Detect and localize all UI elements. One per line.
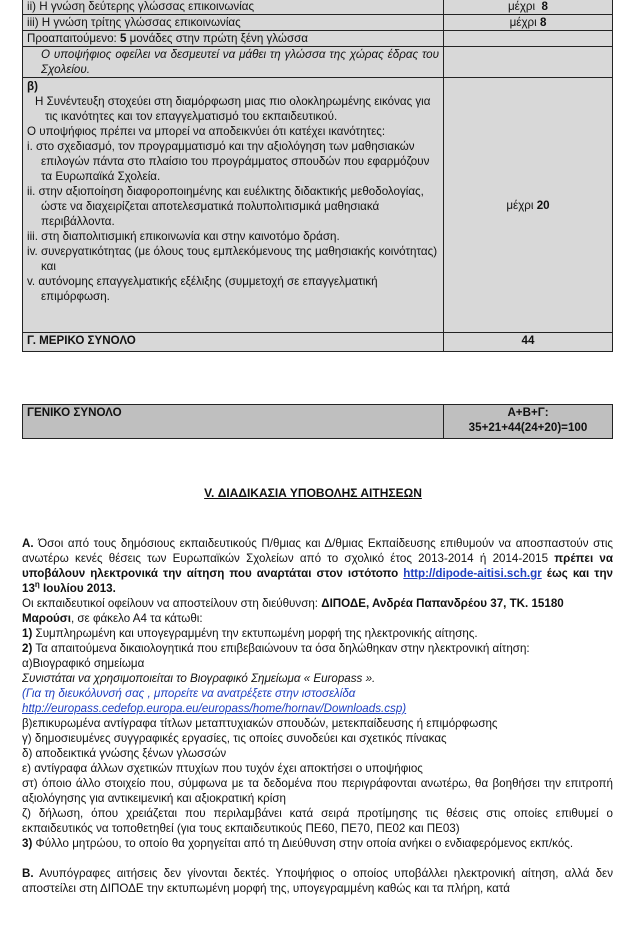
paragraph-a: Α. Όσοι από τους δημόσιους εκπαιδευτικούς Π/θμιας και Δ/θμιας Εκπαίδευσης επιθυμούν να αποσπαστούν στις ανωτέρω κενές θέσεις των Ευρωπαϊκών Σχολείων από το σχολικό έτος 2013-2014 ή 2014-2015 πρέπει να υποβάλουν ηλεκτρονικά την αίτηση που αναρτάται στον ιστότοπο http://dipode-aitisi.sch.gr έως και την $13^\eta$ Ιουλίου 2013. xyxy=(22,537,613,595)
lang2-value: μέχρι 8 xyxy=(444,0,613,15)
list-item: β)επικυρωμένα αντίγραφα τίτλων μεταπτυχιακών σπουδών, μετεκπαίδευσης ή επιμόρφωσης xyxy=(22,717,498,730)
subtotal-label: Γ. ΜΕΡΙΚΟ ΣΥΝΟΛΟ xyxy=(23,333,444,352)
paragraph-b: Β. Ανυπόγραφες αιτήσεις δεν γίνονται δεκτές. Υποψήφιος ο οποίος υποβάλλει ηλεκτρονική αίτηση, αλλά δεν αποστείλει στη ΔΙΠΟΔΕ την εκτυπωμένη μορφή της, υπογεγραμμένη καθώς και τα πλήρη, κατά xyxy=(22,867,613,895)
lang2-label: ii) Η γνώση δεύτερης γλώσσας επικοινωνίας xyxy=(23,0,444,15)
list-item: α)Βιογραφικό σημείωμα xyxy=(22,657,145,670)
table-row xyxy=(23,15,613,31)
table-row xyxy=(23,47,613,78)
empty-cell xyxy=(444,31,613,47)
grand-total-label: ΓΕΝΙΚΟ ΣΥΝΟΛΟ xyxy=(23,405,444,439)
subtotal-value: 44 xyxy=(444,333,613,352)
list-item: δ) αποδεικτικά γνώσης ξένων γλωσσών xyxy=(22,747,227,760)
list-item: στ) όποιο άλλο στοιχείο που, σύμφωνα με τα δεδομένα που περιγράφονται ανωτέρω, θα βοηθήσει την επιτροπή αξιολόγησης για αντικειμενική και αξιοκρατική κρίση xyxy=(22,777,613,805)
list-item: 2) Τα απαιτούμενα δικαιολογητικά που επιβεβαιώνουν τα όσα δηλώθηκαν στην ηλεκτρονική αίτηση: xyxy=(22,642,530,655)
list-item: iii. στη διαπολιτισμική επικοινωνία και στην καινοτόμο δράση. xyxy=(27,230,340,243)
table-row xyxy=(23,333,613,352)
list-item: ε) αντίγραφα άλλων σχετικών πτυχίων που τυχόν έχει αποκτήσει ο υποψήφιος xyxy=(22,762,423,775)
interview-value: μέχρι 20 xyxy=(444,78,613,333)
table-row xyxy=(23,405,613,439)
list-item: iv. συνεργατικότητας (με όλους τους εμπλεκόμενους της μαθησιακής κοινότητας) και xyxy=(27,245,438,273)
spacer xyxy=(22,851,613,866)
application-link[interactable]: http://dipode-aitisi.sch.gr xyxy=(403,567,542,580)
procedure-text xyxy=(22,536,613,896)
prerequisite: Προαπαιτούμενο: 5 μονάδες στην πρώτη ξένη γλώσσα xyxy=(23,31,444,47)
obligation-note: Ο υποψήφιος οφείλει να δεσμευτεί να μάθει τη γλώσσα της χώρας έδρας του Σχολείου. xyxy=(23,47,444,78)
europass-link[interactable]: http://europass.cedefop.europa.eu/europass/home/hornav/Downloads.csp) xyxy=(22,702,407,715)
address-paragraph: Οι εκπαιδευτικοί οφείλουν να αποστείλουν στη διεύθυνση: ΔΙΠΟΔΕ, Ανδρέα Παπανδρέου 37, ΤΚ. 15180 Μαρούσι, σε φάκελο Α4 τα κάτωθι: xyxy=(22,597,564,625)
list-item: ii. στην αξιοποίηση διαφοροποιημένης και ευέλικτης διδακτικής μεθοδολογίας, ώστε να διαχειρίζεται αποτελεσματικά πολυπολιτισμικά μαθησιακά περιβάλλοντα. xyxy=(27,185,424,228)
list-item: 1) Συμπληρωμένη και υπογεγραμμένη την εκτυπωμένη μορφή της ηλεκτρονικής αίτησης. xyxy=(22,627,478,640)
list-item: i. στο σχεδιασμό, τον προγραμματισμό και την αξιολόγηση των μαθησιακών επιλογών πάντα στο πλαίσιο του προγράμματος σπουδών που εφαρμόζουν τα Ευρωπαϊκά Σχολεία. xyxy=(27,140,430,183)
criteria-table xyxy=(22,0,613,352)
section-title: V. ΔΙΑΔΙΚΑΣΙΑ ΥΠΟΒΟΛΗΣ ΑΙΤΗΣΕΩΝ xyxy=(204,486,422,500)
section-b-label: β) xyxy=(27,80,38,93)
lang3-label: iii) Η γνώση τρίτης γλώσσας επικοινωνίας xyxy=(23,15,444,31)
table-row xyxy=(23,78,613,333)
grand-total-table xyxy=(22,404,613,439)
empty-cell xyxy=(444,47,613,78)
grand-total-value: Α+Β+Γ: 35+21+44(24+20)=100 xyxy=(444,405,613,439)
table-row xyxy=(23,31,613,47)
lang3-value: μέχρι 8 xyxy=(444,15,613,31)
interview-lead: Ο υποψήφιος πρέπει να μπορεί να αποδεικνύει ότι κατέχει ικανότητες: xyxy=(27,125,386,138)
europass-link-line xyxy=(22,701,613,716)
interview-section xyxy=(23,78,444,333)
guidance-note: (Για τη διευκόλυνσή σας , μπορείτε να ανατρέξετε στην ιστοσελίδα xyxy=(22,687,356,700)
list-item: ζ) δήλωση, όπου χρειάζεται που περιλαμβάνει κατά σειρά προτίμησης τις θέσεις στις οποίες επιθυμεί ο εκπαιδευτικός να τοποθετηθεί (για τους εκπαιδευτικούς ΠΕ60, ΠΕ70, ΠΕ02 και ΠΕ03) xyxy=(22,807,613,835)
list-item: γ) δημοσιευμένες συγγραφικές εργασίες, τις οποίες συνοδεύει και σχετικός πίνακας xyxy=(22,732,447,745)
europass-note: Συνιστάται να χρησιμοποιείται το Βιογραφικό Σημείωμα « Europass ». xyxy=(22,672,376,685)
list-item: v. αυτόνομης επαγγελματικής εξέλιξης (συμμετοχή σε επαγγελματική επιμόρφωση. xyxy=(27,275,378,303)
interview-intro: Η Συνέντευξη στοχεύει στη διαμόρφωση μιας πιο ολοκληρωμένης εικόνας για τις ικανότητες και τον επαγγελματισμό του εκπαιδευτικού. xyxy=(35,95,431,123)
table-row xyxy=(23,0,613,15)
list-item: 3) Φύλλο μητρώου, το οποίο θα χορηγείται από τη Διεύθυνση στην οποία ανήκει ο ενδιαφερόμενος εκπ/κός. xyxy=(22,837,574,850)
